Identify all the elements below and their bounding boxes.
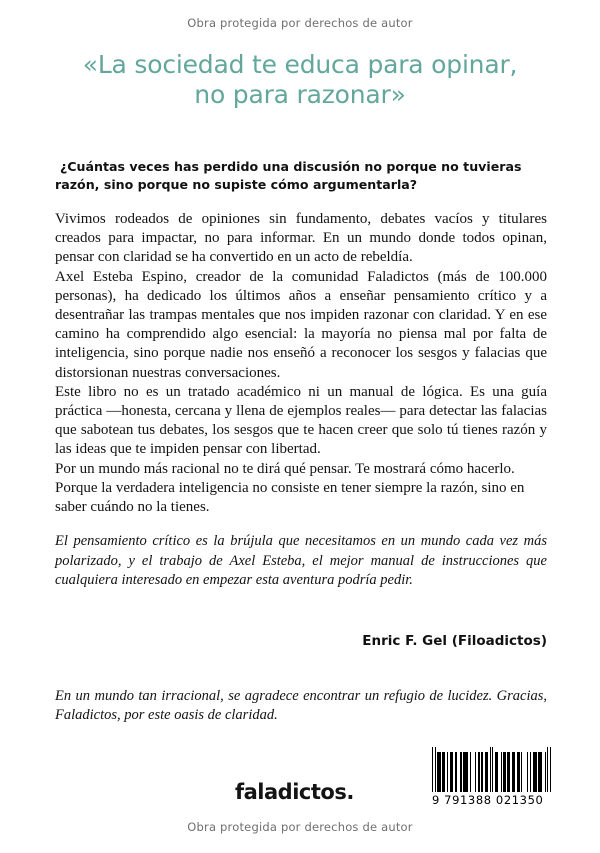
blurb-paragraph-4: Por un mundo más racional no te dirá qué pensar. Te mostrará cómo hacerlo. [55, 460, 515, 477]
cover-headline [0, 50, 600, 110]
blurb-paragraph-5: Porque la verdadera inteligencia no consiste en tener siempre la razón, sino en saber cuándo no la tienes. [55, 479, 525, 516]
testimonial-quote-1: El pensamiento crítico es la brújula que necesitamos en un mundo cada vez más polarizado, y el trabajo de Axel Esteba, el mejor manual de instrucciones que cualquiera interesado en empezar esta aventura podría pedir. [55, 533, 547, 588]
testimonial-quote-2: En un mundo tan irracional, se agradece encontrar un refugio de lucidez. Gracias, Faladictos, por este oasis de claridad. [55, 687, 547, 723]
copyright-watermark-top: Obra protegida por derechos de autor [187, 16, 413, 30]
barcode-bars [432, 747, 552, 792]
headline-line-1: «La sociedad te educa para opinar, [82, 50, 518, 79]
lede-question: ¿Cuántas veces has perdido una discusión no porque no tuvieras razón, sino porque no supiste cómo argumentarla? [55, 159, 522, 192]
blurb-body [55, 210, 547, 517]
publisher-logo: faladictos. [235, 780, 354, 804]
testimonial-author-1: Enric F. Gel (Filoadictos) [362, 632, 547, 649]
barcode-digits: 9 791388 021350 [432, 793, 544, 807]
blurb-paragraph-1: Vivimos rodeados de opiniones sin fundamento, debates vacíos y titulares creados para impactar, no para informar. En un mundo donde todos opinan, pensar con claridad se ha convertido en un acto de rebeldía. [55, 211, 547, 266]
copyright-watermark-bottom: Obra protegida por derechos de autor [187, 820, 413, 834]
testimonials-section [55, 532, 547, 772]
blurb-paragraph-3: Este libro no es un tratado académico ni un manual de lógica. Es una guía práctica —honesta, cercana y llena de ejemplos reales— para detectar las falacias que sabotean tus debates, los sesgos que te hacen creer que solo tú tienes razón y las ideas que te impiden pensar con libertad. [55, 383, 547, 458]
cover-content [55, 158, 547, 517]
blurb-paragraph-2: Axel Esteba Espino, creador de la comunidad Faladictos (más de 100.000 personas), ha dedicado los últimos años a enseñar pensamiento crítico y a desentrañar las trampas mentales que nos impiden razonar con claridad. Y en ese camino ha comprendido algo esencial: la mayoría no piensa mal por falta de inteligencia, sino porque nadie nos enseñó a reconocer los sesgos y falacias que distorsionan nuestras conversaciones. [55, 268, 547, 381]
headline-line-2: no para razonar» [194, 80, 406, 109]
isbn-barcode [432, 747, 552, 807]
